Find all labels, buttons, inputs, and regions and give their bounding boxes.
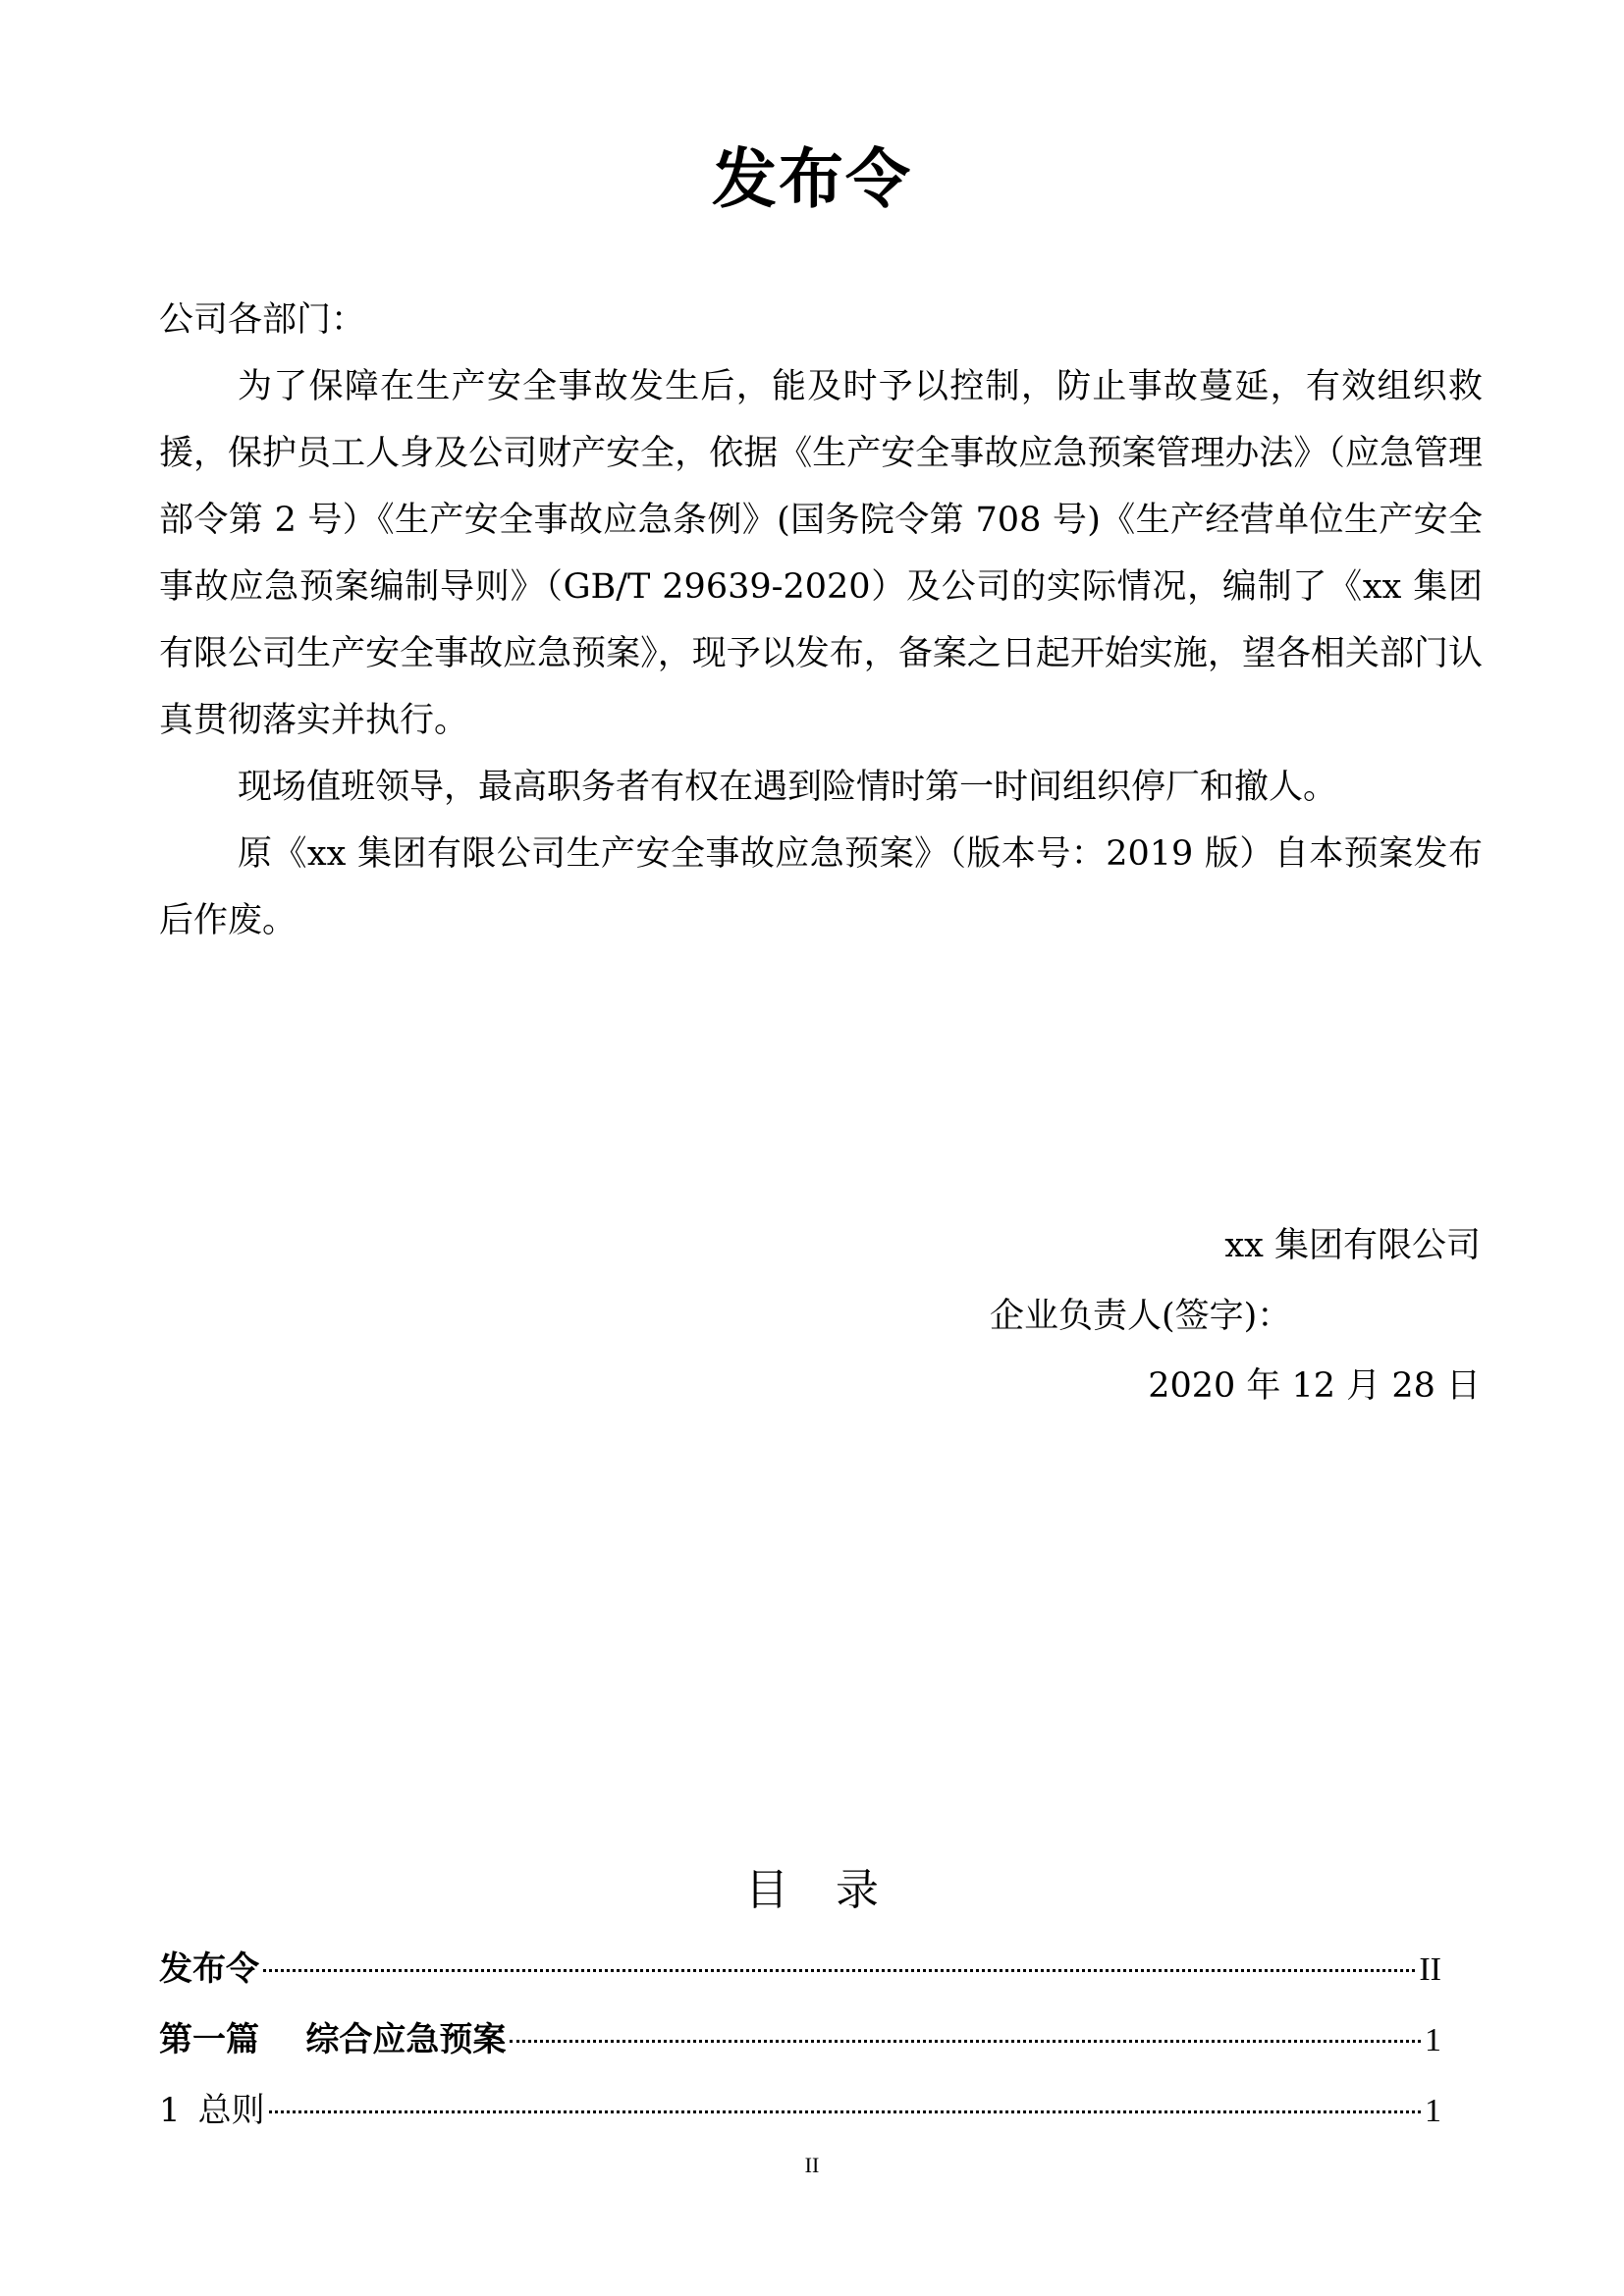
toc-title-char: 目: [745, 1865, 788, 1915]
table-of-contents: [159, 1934, 1441, 2146]
paragraph-basis: 为了保障在生产安全事故发生后，能及时予以控制，防止事故蔓延，有效组织救援，保护员工人身及公司财产安全，依据《生产安全事故应急预案管理办法》（应急管理部令第 2 号）《生产安全事故应急条例》(国务院令第 708 号)《生产经营单位生产安全事故应急预案编制导则》（GB/T 29639-2020）及公司的实际情况，编制了《xx 集团有限公司生产安全事故应急预案》，现予以发布，备案之日起开始实施，望各相关部门认真贯彻落实并执行。: [159, 367, 1483, 740]
toc-entry-label: 第一篇 综合应急预案: [159, 2020, 507, 2059]
signature-date: 2020 年 12 月 28 日: [1148, 1366, 1481, 1406]
document-title: 发布令: [712, 141, 912, 217]
signature-organization: xx 集团有限公司: [1224, 1226, 1481, 1265]
toc-leader-dots: [263, 1969, 1415, 1972]
paragraph-duty-leader: 现场值班领导，最高职务者有权在遇到险情时第一时间组织停厂和撤人。: [238, 768, 1338, 807]
signature-person-label: 企业负责人(签字)：: [990, 1297, 1292, 1336]
toc-leader-dots: [269, 2110, 1421, 2113]
document-body: [159, 287, 1483, 954]
salutation: 公司各部门：: [159, 300, 366, 340]
toc-entry-part-one[interactable]: [159, 2004, 1441, 2075]
toc-entry-label: 总则: [197, 2091, 265, 2130]
toc-entry-page: II: [1419, 1951, 1441, 1988]
toc-title: [0, 1865, 1624, 1915]
toc-entry-general[interactable]: [159, 2075, 1441, 2146]
toc-title-char: 录: [836, 1865, 879, 1915]
toc-entry-label: 发布令: [159, 1949, 259, 1989]
toc-entry-release-order[interactable]: [159, 1934, 1441, 2004]
page-number: II: [804, 2153, 820, 2177]
paragraph-supersede: 原《xx 集团有限公司生产安全事故应急预案》（版本号：2019 版）自本预案发布后作废。: [159, 834, 1483, 940]
toc-leader-dots: [510, 2040, 1421, 2043]
toc-entry-number: 1: [159, 2091, 181, 2130]
toc-entry-page: 1: [1425, 2093, 1441, 2129]
toc-entry-page: 1: [1425, 2022, 1441, 2058]
